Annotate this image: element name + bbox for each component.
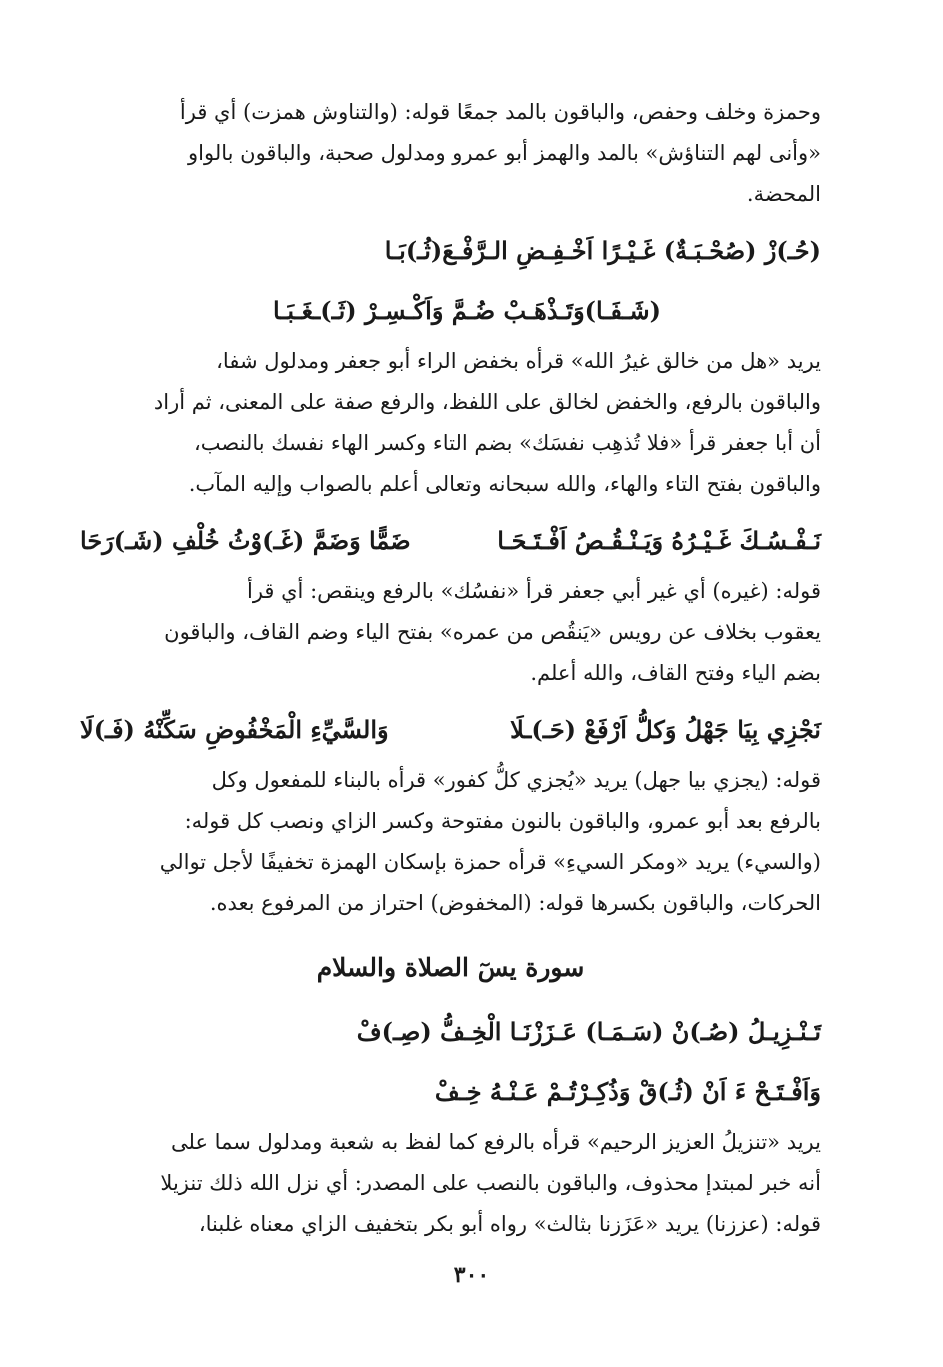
text-line: «وأنى لهم التناؤش» بالمد والهمز أبو عمرو ومدلول صحبة، والباقون بالواو <box>188 141 821 165</box>
poem-verse-1a: (حُـ)زْ (صُحْـبَـةٌ) غَـيْـرًا اَخْـفِـضِ الـرَّفْـعَ(ثُـ)بَـا <box>384 236 821 265</box>
hemistich-left: ضَمًّا وَضَمَّ (غَـ)وْثُ خُلْفِ (شَـ)رَحَا <box>80 526 411 555</box>
text-line: الحركات، والباقون بكسرها قوله: (المخفوض) احتراز من المرفوع بعده. <box>209 891 821 915</box>
text-line: بضم الياء وفتح القاف، والله أعلم. <box>530 661 821 685</box>
text-line: وحمزة وخلف وحفص، والباقون بالمد جمعًا قوله: (والتناوش همزت) أي قرأ <box>179 100 821 124</box>
paragraph-1 <box>80 92 821 215</box>
text-line: والباقون بفتح التاء والهاء، والله سبحانه وتعالى أعلم بالصواب وإليه المآب. <box>188 472 821 496</box>
surah-heading: سورة يسٓ الصلاة والسلام <box>316 953 585 982</box>
text-line: يريد «تنزيلُ العزيز الرحيم» قرأه بالرفع كما لفظ به شعبة ومدلول سما على <box>171 1130 821 1154</box>
paragraph-2 <box>80 341 821 505</box>
text-line: (والسيء) يريد «ومكر السيءِ» قرأه حمزة بإسكان الهمزة تخفيفًا لأجل توالي <box>159 850 821 874</box>
text-line: والباقون بالرفع، والخفض لخالق على اللفظ، والرفع صفة على المعنى، ثم أراد <box>153 390 821 414</box>
page-body <box>80 92 821 1255</box>
hemistich-right: نَـفْـسُـكَ غَـيْـرُهُ وَيَـنْـقُـصُ اَفْـتَـحَـا <box>497 526 821 555</box>
page-number: ٣٠٠ <box>453 1262 490 1288</box>
paragraph-4 <box>80 760 821 924</box>
text-line: قوله: (يجزي بيا جهل) يريد «يُجزي كلُّ كفور» قرأه بالبناء للمفعول وكل <box>211 768 821 792</box>
hemistich-right: نَجْزِي بِيَا جَهْلُ وَكلُّ اَرْفَعْ (حَـ)ـلَا <box>510 715 821 744</box>
text-line: أنه خبر لمبتدإ محذوف، والباقون بالنصب على المصدر: أي نزل الله ذلك تنزيلا <box>160 1171 821 1195</box>
poem-verse-1b: (شَـفَـا)وَتَـذْهَـبْ ضُـمَّ وَاَكْـسِـرْ (ثَـ)ـغَـبَـا <box>273 296 661 325</box>
poem-verse-4a: تَـنْـزِيـلُ (صُـ)نْ (سَـمَـا) عَـزَزْنَـا الْخِـفُّ (صِـ)فْ <box>356 1017 821 1046</box>
poem-verse-4b: وَاَفْـتَـحْ ءَ اَنْ (ثُـ)قْ وَذُكِـرْتُـمْ عَـنْـهُ خِـفْ <box>434 1077 821 1106</box>
text-line: أن أبا جعفر قرأ «فلا تُذهِب نفسَك» بضم التاء وكسر الهاء نفسك بالنصب، <box>194 431 821 455</box>
poem-verse-3 <box>80 704 821 756</box>
paragraph-5 <box>80 1122 821 1245</box>
paragraph-3 <box>80 571 821 694</box>
text-line: بالرفع بعد أبو عمرو، والباقون بالنون مفتوحة وكسر الزاي ونصب كل قوله: <box>184 809 821 833</box>
poem-verse-2 <box>80 515 821 567</box>
text-line: يعقوب بخلاف عن رويس «يَنقُص من عمره» بفتح الياء وضم القاف، والباقون <box>164 620 821 644</box>
hemistich-left: وَالسَّيِّءِ الْمَخْفُوضِ سَكِّنْهُ (فَـ)لَا <box>80 715 389 744</box>
text-line: قوله: (عززنا) يريد «عَزَزنا بثالث» رواه أبو بكر بتخفيف الزاي معناه غلبنا، <box>198 1212 821 1236</box>
text-line: المحضة. <box>746 182 821 206</box>
text-line: يريد «هل من خالق غيرُ الله» قرأه بخفض الراء أبو جعفر ومدلول شفا، <box>216 349 821 373</box>
text-line: قوله: (غيره) أي غير أبي جعفر قرأ «نفسُك» بالرفع وينقص: أي قرأ <box>246 579 821 603</box>
